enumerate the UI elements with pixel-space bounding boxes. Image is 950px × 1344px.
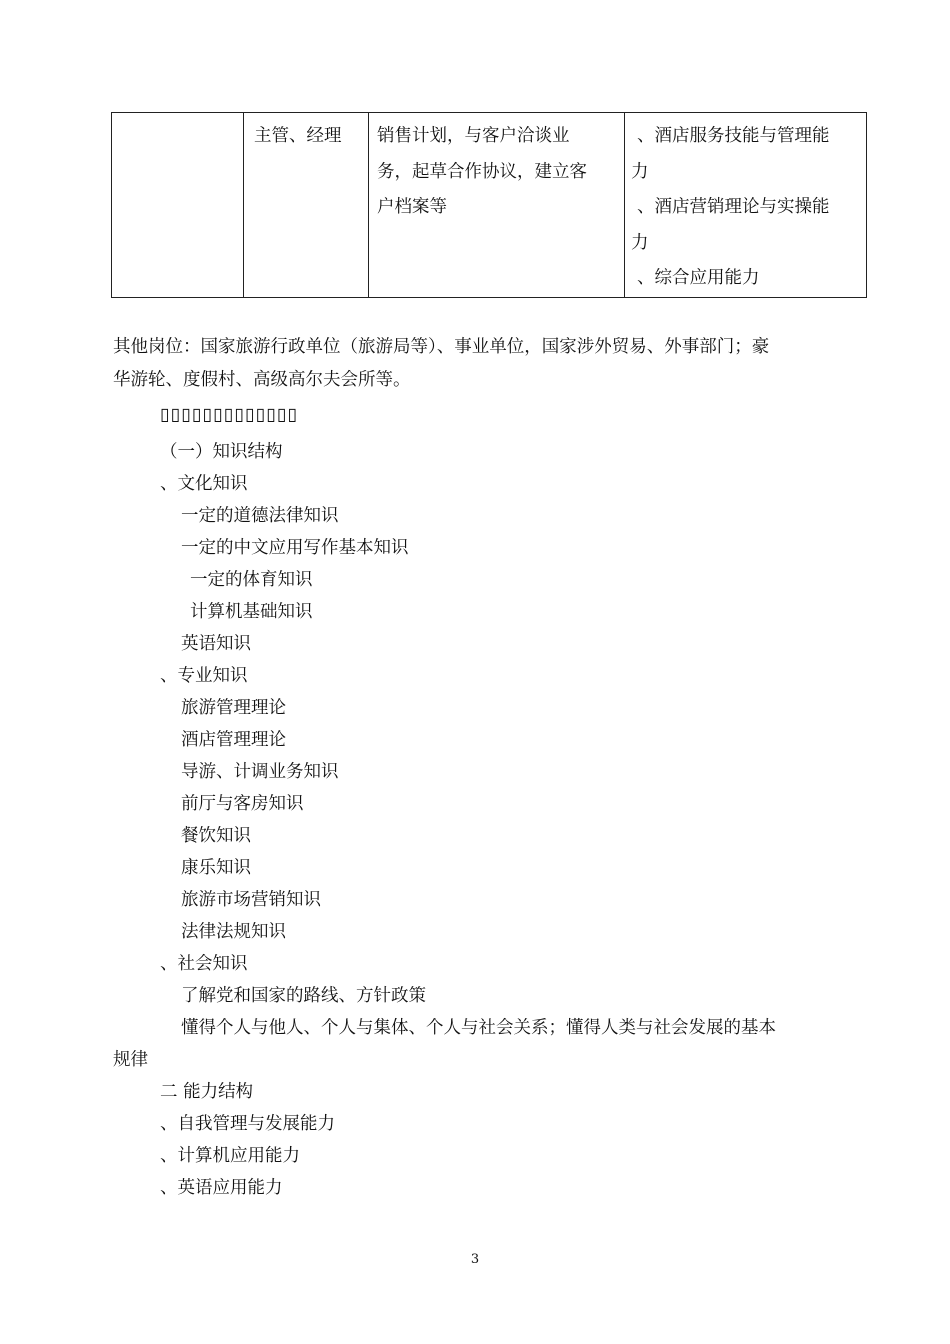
list-item: 一定的体育知识 [190,570,313,590]
list-item: 旅游管理理论 [181,698,286,718]
culture-knowledge-heading: 、文化知识 [160,474,248,494]
table-cell-category [112,113,244,298]
list-item: 一定的道德法律知识 [181,506,339,526]
duty-line: 户档案等 [377,197,447,217]
professional-knowledge-heading: 、专业知识 [160,666,248,686]
list-item: 导游、计调业务知识 [181,762,339,782]
other-positions-line-2: 华游轮、度假村、高级高尔夫会所等。 [113,370,411,390]
list-item: 、计算机应用能力 [160,1146,300,1166]
social-knowledge-heading: 、社会知识 [160,954,248,974]
ability-structure-heading: 二 能力结构 [160,1082,254,1102]
job-position-table [111,112,867,298]
table-row [112,113,867,298]
list-item: 酒店管理理论 [181,730,286,750]
list-item: 法律法规知识 [181,922,286,942]
table-cell-abilities [625,113,867,298]
ability-line: 力 [631,161,649,182]
garbled-section-heading: ▯▯▯▯▯▯▯▯▯▯▯▯▯ [160,405,299,425]
table-cell-position [244,113,369,298]
list-item: 康乐知识 [181,858,251,878]
list-item: 了解党和国家的路线、方针政策 [181,986,426,1006]
duty-line: 销售计划，与客户洽谈业 [377,126,570,146]
duty-line: 务，起草合作协议，建立客 [377,161,587,182]
list-item: 、英语应用能力 [160,1178,283,1198]
list-item: 计算机基础知识 [190,602,313,622]
list-item: 一定的中文应用写作基本知识 [181,538,409,558]
list-item-wrap: 规律 [113,1050,148,1070]
list-item: 、自我管理与发展能力 [160,1114,335,1134]
page-number: 3 [470,1252,480,1267]
ability-line: 力 [631,232,649,253]
ability-line: 、酒店服务技能与管理能 [637,126,830,146]
ability-line: 、酒店营销理论与实操能 [637,197,830,217]
table-cell-duties [369,113,625,298]
position-text: 主管、经理 [254,126,342,146]
list-item: 懂得个人与他人、个人与集体、个人与社会关系；懂得人类与社会发展的基本 [181,1018,776,1038]
other-positions-line-1: 其他岗位：国家旅游行政单位（旅游局等）、事业单位，国家涉外贸易、外事部门；豪 [113,337,770,357]
list-item: 英语知识 [181,634,251,654]
list-item: 旅游市场营销知识 [181,890,321,910]
knowledge-structure-heading: （一）知识结构 [160,442,283,462]
ability-line: 、综合应用能力 [637,268,760,288]
list-item: 前厅与客房知识 [181,794,304,814]
list-item: 餐饮知识 [181,826,251,846]
